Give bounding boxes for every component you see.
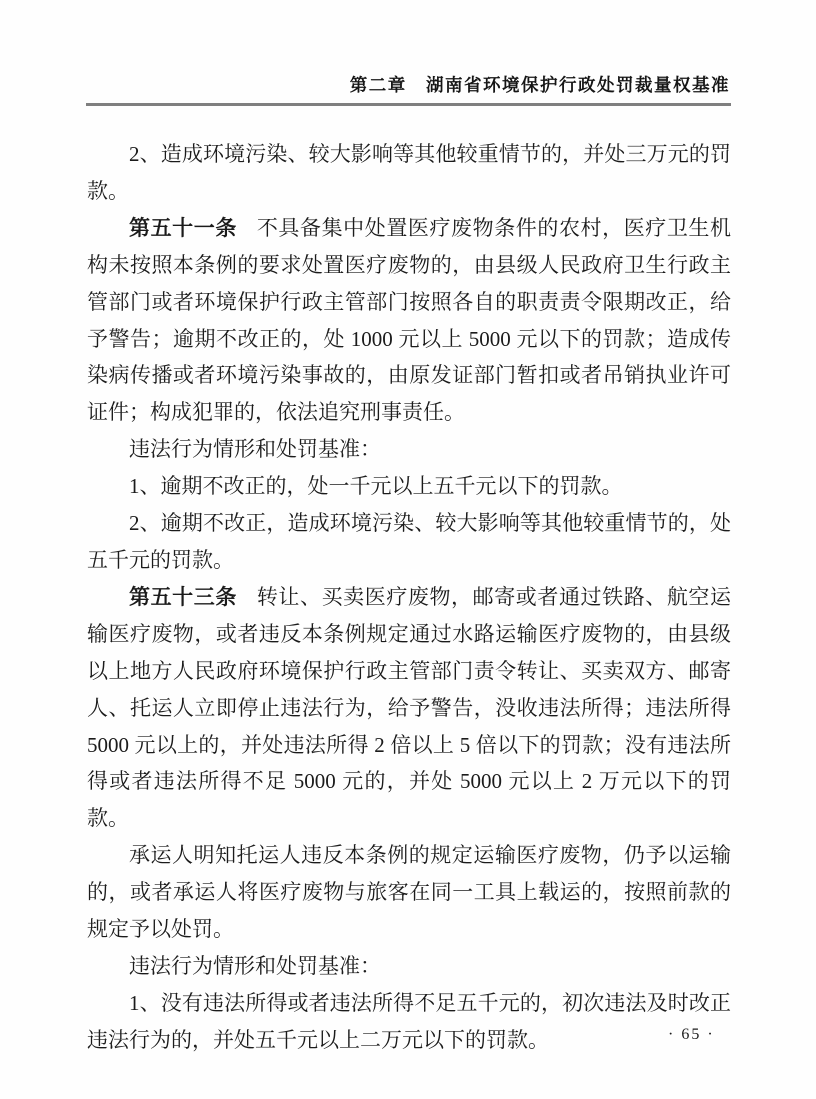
paragraph-text: 1、逾期不改正的，处一千元以上五千元以下的罚款。 xyxy=(129,474,623,499)
paragraph xyxy=(87,431,731,468)
paragraph xyxy=(87,985,731,1059)
header-rule xyxy=(86,103,731,106)
running-header xyxy=(350,72,730,97)
paragraph-text: 不具备集中处置医疗废物条件的农村，医疗卫生机构未按照本条例的要求处置医疗废物的，由县级人民政府卫生行政主管部门或者环境保护行政主管部门按照各自的职责责令限期改正，给予警告；逾期不改正的，处 1000 元以上 5000 元以下的罚款；造成传染病传播或者环境污染事故的，由原发证部门暂扣或者吊销执业许可证件；构成犯罪的，依法追究刑事责任。 xyxy=(87,215,732,425)
paragraph xyxy=(87,948,731,985)
paragraph-text: 2、逾期不改正，造成环境污染、较大影响等其他较重情节的，处五千元的罚款。 xyxy=(87,511,731,572)
document-body xyxy=(87,136,731,1059)
paragraph xyxy=(87,210,731,431)
header-title: 湖南省环境保护行政处罚裁量权基准 xyxy=(426,75,730,95)
chapter-label: 第二章 xyxy=(349,75,407,95)
paragraph-text: 1、没有违法所得或者违法所得不足五千元的，初次违法及时改正违法行为的，并处五千元以上二万元以下的罚款。 xyxy=(87,990,731,1052)
paragraph-text: 违法行为情形和处罚基准： xyxy=(129,437,381,462)
article-number: 第五十三条 xyxy=(129,584,237,609)
paragraph xyxy=(87,468,731,505)
paragraph-text: 转让、买卖医疗废物，邮寄或者通过铁路、航空运输医疗废物，或者违反本条例规定通过水路运输医疗废物的，由县级以上地方人民政府环境保护行政主管部门责令转让、买卖双方、邮寄人、托运人立即停止违法行为，给予警告，没收违法所得；违法所得 5000 元以上的，并处违法所得 2 倍以上 5 倍以下的罚款；没有违法所得或者违法所得不足 5000 元的，并处 5000 元以上 2 万元以下的罚款。 xyxy=(87,584,732,831)
page-number: · 65 · xyxy=(668,1026,715,1043)
article-number: 第五十一条 xyxy=(129,215,237,240)
paragraph-text: 承运人明知托运人违反本条例的规定运输医疗废物，仍予以运输的，或者承运人将医疗废物与旅客在同一工具上载运的，按照前款的规定予以处罚。 xyxy=(87,843,731,942)
paragraph xyxy=(87,136,731,210)
paragraph xyxy=(87,837,731,948)
paragraph xyxy=(87,505,731,579)
paragraph-text: 2、造成环境污染、较大影响等其他较重情节的，并处三万元的罚款。 xyxy=(87,142,731,203)
paragraph xyxy=(87,579,731,837)
paragraph-text: 违法行为情形和处罚基准： xyxy=(129,953,381,978)
